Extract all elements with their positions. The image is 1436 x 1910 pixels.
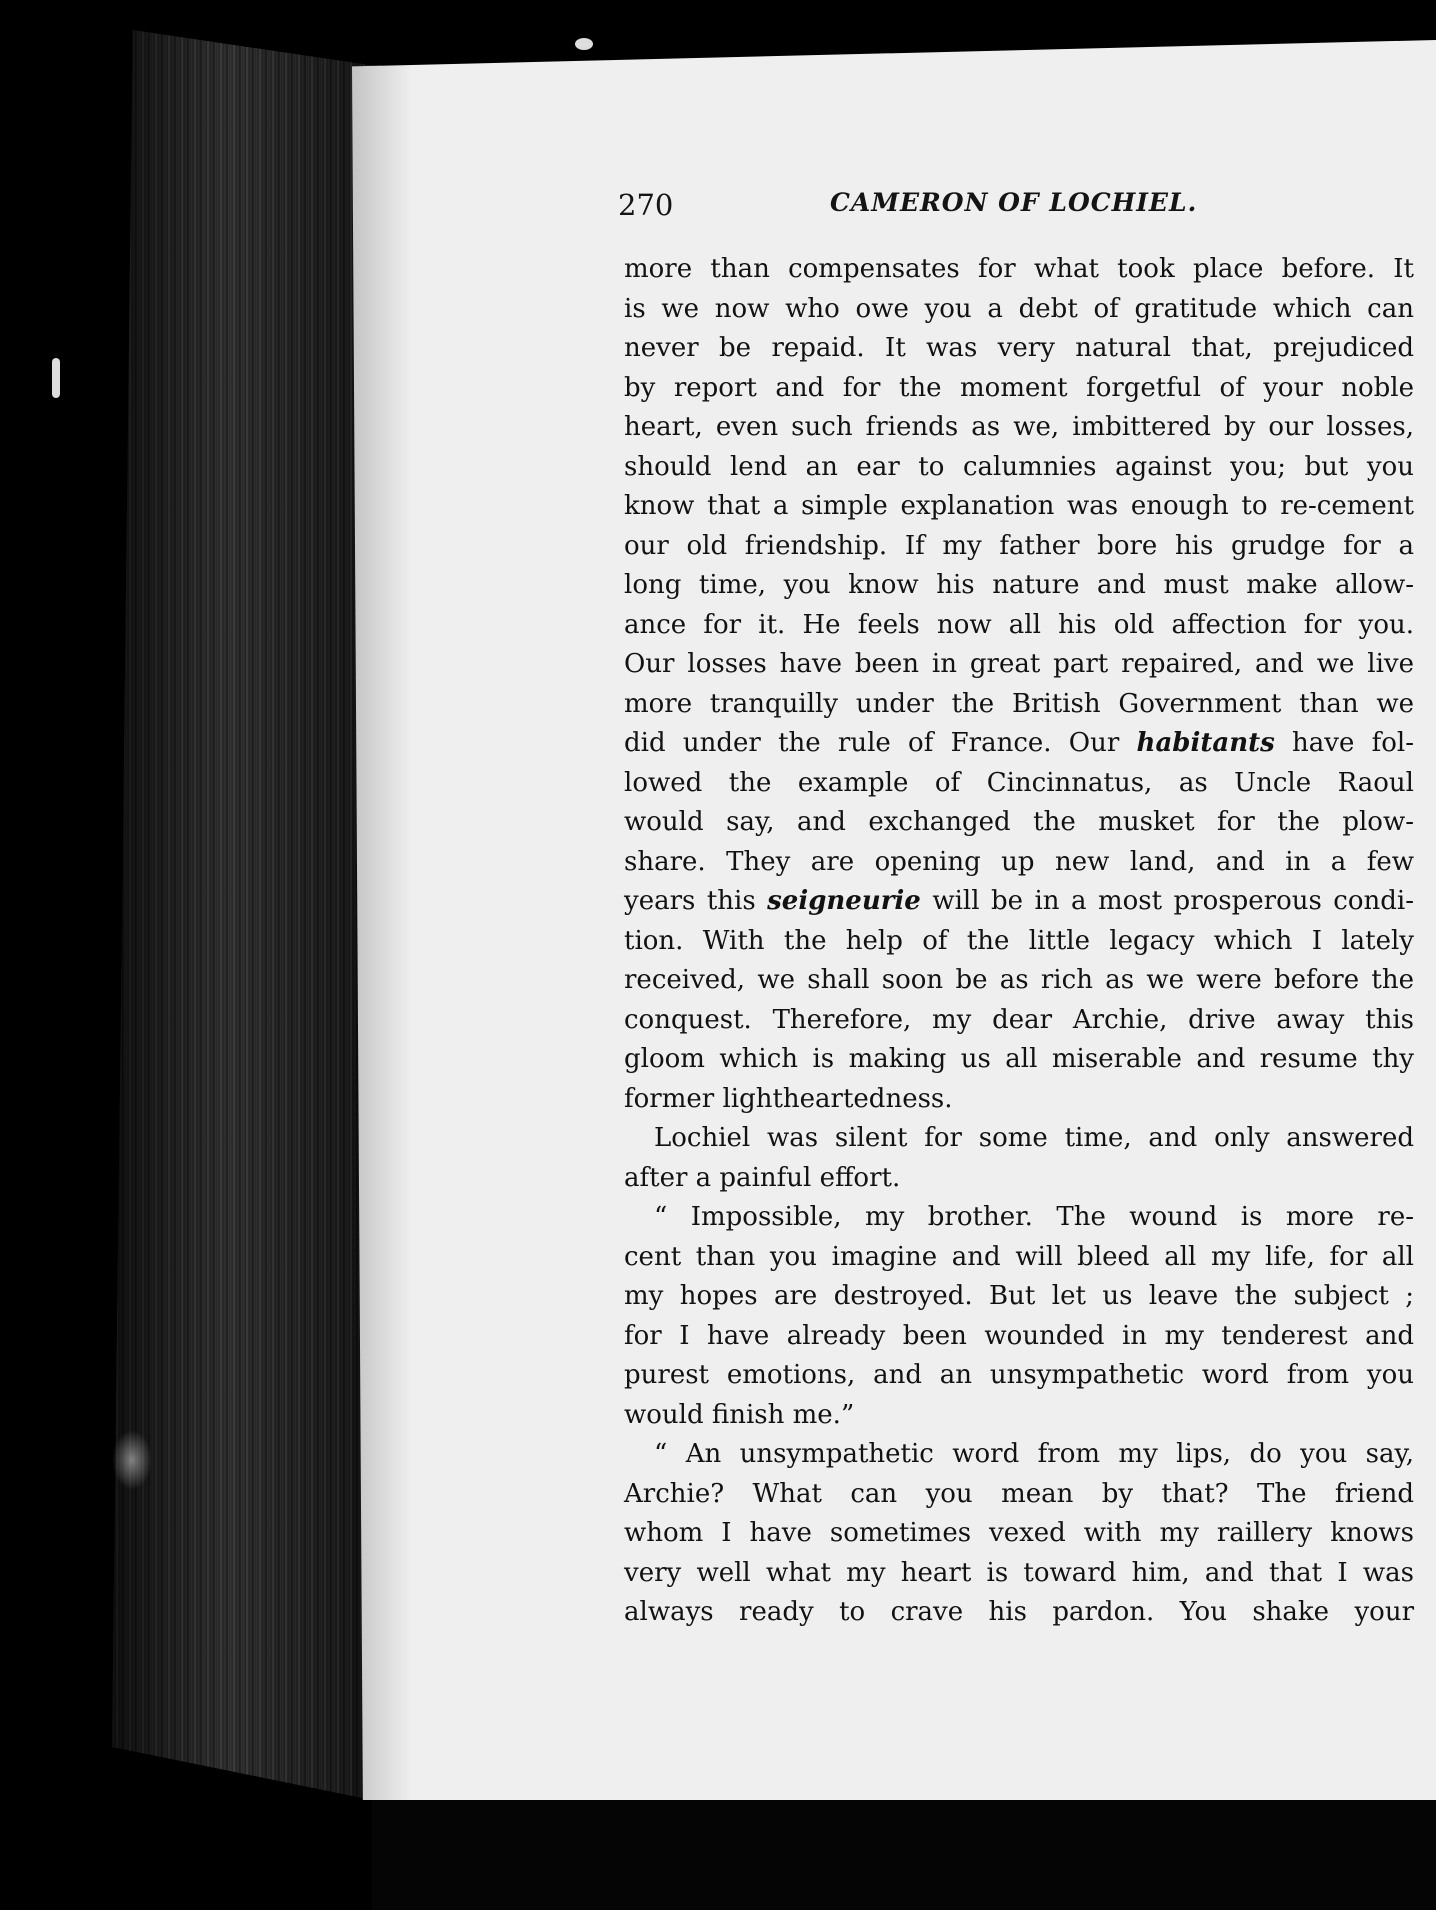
scan-speck bbox=[52, 358, 60, 398]
text-line bbox=[624, 645, 1414, 685]
text-line bbox=[624, 764, 1414, 804]
text-run: for I have already been wounded in my tenderest and bbox=[624, 1320, 1414, 1351]
text-line bbox=[624, 843, 1414, 883]
text-run: Our losses have been in great part repaired, and we live bbox=[624, 649, 1414, 679]
text-run: would finish me.” bbox=[624, 1399, 855, 1430]
text-run: will be in a most prosperous condi- bbox=[920, 886, 1414, 916]
gutter-shadow bbox=[352, 40, 412, 1800]
text-line bbox=[624, 1475, 1414, 1515]
running-head: CAMERON OF LOCHIEL. bbox=[830, 188, 1198, 217]
italic-term: seigneurie bbox=[767, 886, 921, 916]
scan-glare bbox=[112, 1430, 152, 1490]
text-run: after a painful effort. bbox=[624, 1162, 901, 1193]
text-line bbox=[624, 1396, 1414, 1436]
text-line bbox=[624, 487, 1414, 527]
text-line bbox=[624, 961, 1414, 1001]
text-line bbox=[624, 685, 1414, 725]
text-run: share. They are opening up new land, and in a few bbox=[624, 846, 1414, 877]
text-line bbox=[624, 448, 1414, 488]
text-run: is we now who owe you a debt of gratitude which can bbox=[624, 293, 1414, 324]
text-run: lowed the example of Cincinnatus, as Uncle Raoul bbox=[624, 767, 1414, 798]
text-run: former lightheartedness. bbox=[624, 1083, 953, 1114]
text-run: long time, you know his nature and must make allow- bbox=[624, 570, 1414, 600]
scan-speck bbox=[575, 38, 593, 50]
text-run: “ Impossible, my brother. The wound is more re- bbox=[654, 1202, 1414, 1232]
text-run: conquest. Therefore, my dear Archie, drive away this bbox=[624, 1004, 1414, 1035]
text-run: heart, even such friends as we, imbittered by our losses, bbox=[624, 412, 1414, 442]
text-run: by report and for the moment forgetful of your noble bbox=[624, 372, 1414, 403]
body-text bbox=[624, 250, 1414, 1633]
page-header bbox=[618, 180, 1218, 236]
text-line bbox=[624, 1277, 1414, 1317]
scan-bottom-border bbox=[372, 1800, 1436, 1910]
text-run: did under the rule of France. Our bbox=[624, 728, 1137, 758]
page-number: 270 bbox=[618, 188, 674, 222]
text-line bbox=[624, 1040, 1414, 1080]
text-run: ance for it. He feels now all his old affection for you. bbox=[624, 609, 1414, 640]
text-line bbox=[624, 1356, 1414, 1396]
text-run: “ An unsympathetic word from my lips, do you say, bbox=[654, 1439, 1414, 1469]
text-run: received, we shall soon be as rich as we were before the bbox=[624, 965, 1414, 995]
text-run: Archie? What can you mean by that? The friend bbox=[624, 1478, 1414, 1509]
text-line bbox=[624, 1001, 1414, 1041]
text-line bbox=[624, 1435, 1414, 1475]
text-run: whom I have sometimes vexed with my raillery knows bbox=[624, 1518, 1414, 1548]
text-line bbox=[624, 1238, 1414, 1278]
text-line bbox=[624, 1554, 1414, 1594]
text-line bbox=[624, 606, 1414, 646]
text-run: very well what my heart is toward him, and that I was bbox=[624, 1557, 1414, 1588]
text-line bbox=[624, 922, 1414, 962]
text-run: our old friendship. If my father bore his grudge for a bbox=[624, 530, 1414, 561]
text-line bbox=[624, 1080, 1414, 1120]
text-run: cent than you imagine and will bleed all my life, for all bbox=[624, 1241, 1414, 1272]
text-line bbox=[624, 527, 1414, 567]
text-line bbox=[624, 1159, 1414, 1199]
text-run: more tranquilly under the British Government than we bbox=[624, 688, 1414, 719]
text-run: my hopes are destroyed. But let us leave the subject ; bbox=[624, 1281, 1414, 1311]
text-line bbox=[624, 408, 1414, 448]
text-run: never be repaid. It was very natural that, prejudiced bbox=[624, 333, 1414, 363]
text-run: have fol- bbox=[1274, 728, 1414, 758]
text-line bbox=[624, 369, 1414, 409]
text-line bbox=[624, 882, 1414, 922]
text-line bbox=[624, 1593, 1414, 1633]
text-run: purest emotions, and an unsympathetic word from you bbox=[624, 1360, 1414, 1390]
text-run: years this bbox=[624, 886, 768, 916]
text-run: tion. With the help of the little legacy which I lately bbox=[624, 925, 1414, 956]
text-line bbox=[624, 803, 1414, 843]
text-line bbox=[624, 566, 1414, 606]
text-line bbox=[624, 1514, 1414, 1554]
text-run: Lochiel was silent for some time, and only answered bbox=[654, 1123, 1414, 1153]
text-run: always ready to crave his pardon. You shake your bbox=[624, 1597, 1414, 1627]
text-line bbox=[624, 724, 1414, 764]
text-run: gloom which is making us all miserable and resume thy bbox=[624, 1044, 1414, 1074]
text-line bbox=[624, 1198, 1414, 1238]
text-run: more than compensates for what took place before. It bbox=[624, 254, 1414, 284]
text-line bbox=[624, 1119, 1414, 1159]
text-line bbox=[624, 329, 1414, 369]
text-line bbox=[624, 250, 1414, 290]
text-run: know that a simple explanation was enough to re-cement bbox=[624, 491, 1414, 521]
text-line bbox=[624, 290, 1414, 330]
text-line bbox=[624, 1317, 1414, 1357]
text-run: should lend an ear to calumnies against you; but you bbox=[624, 451, 1414, 482]
text-run: would say, and exchanged the musket for the plow- bbox=[624, 807, 1414, 837]
italic-term: habitants bbox=[1136, 728, 1275, 758]
book-page-edges bbox=[112, 30, 372, 1800]
